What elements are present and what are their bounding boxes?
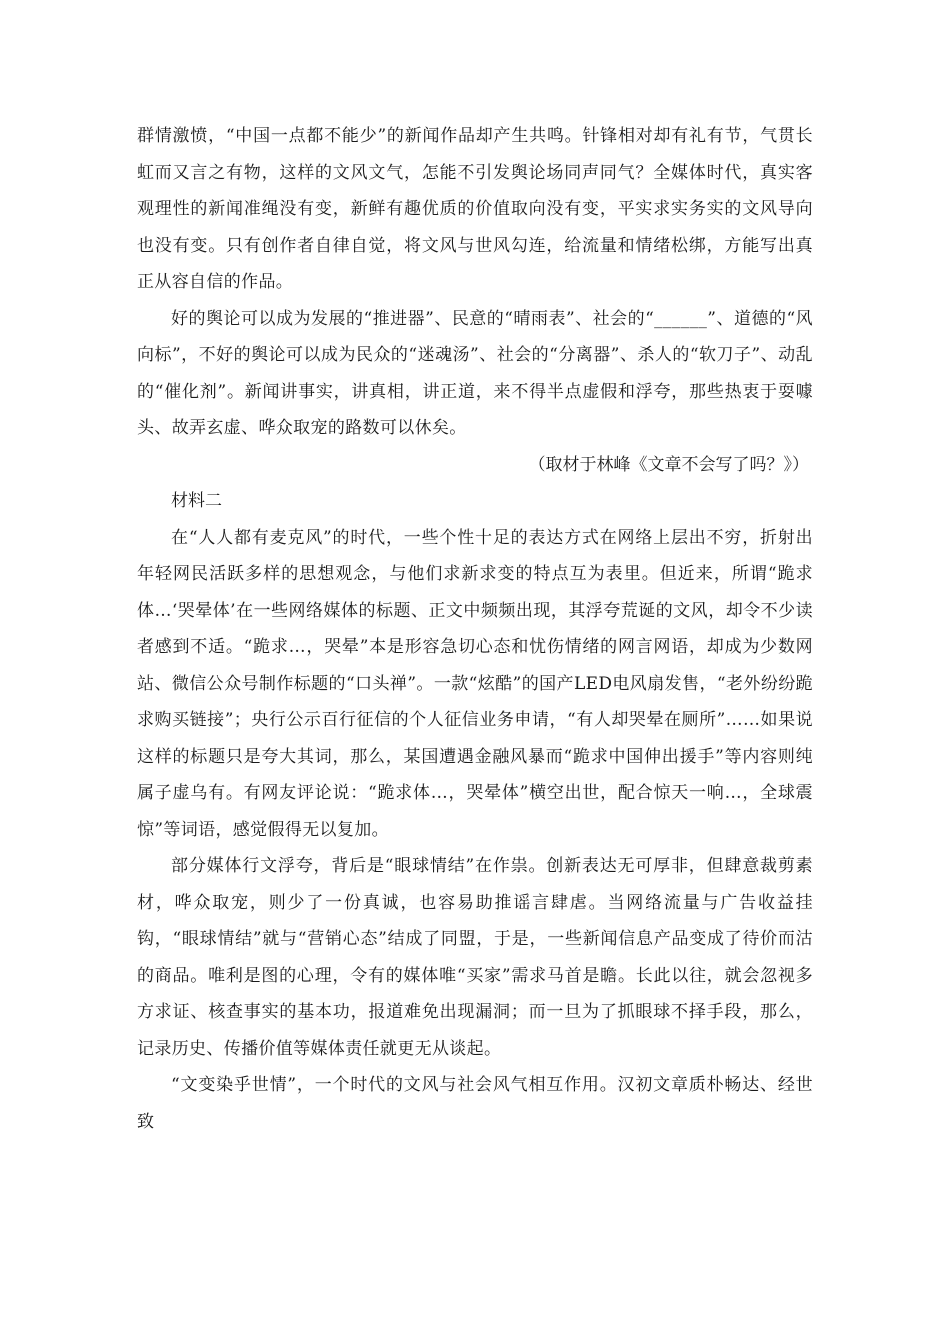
document-page [137, 118, 813, 1140]
source-citation: （取材于林峰《文章不会写了吗？》） [528, 454, 809, 475]
paragraph-eyeball-complex: 部分媒体行文浮夸，背后是“眼球情结”在作祟。创新表达无可厚非，但肆意裁剪素材，哗众取宠，则少了一份真诚，也容易助推谣言肆虐。当网络流量与广告收益挂钩，“眼球情结”就与“营销心态”结成了同盟，于是，一些新闻信息产品变成了待价而沽的商品。唯利是图的心理，令有的媒体唯“买家”需求马首是瞻。长此以往，就会忽视多方求证、核查事实的基本功，报道难免出现漏洞；而一旦为了抓眼球不择手段，那么，记录历史、传播价值等媒体责任就更无从谈起。 [137, 856, 813, 1059]
paragraph-writing-style: “文变染乎世情”，一个时代的文风与社会风气相互作用。汉初文章质朴畅达、经世致 [137, 1075, 813, 1132]
paragraph-continued: 群情激愤，“中国一点都不能少”的新闻作品却产生共鸣。针锋相对却有礼有节，气贯长虹而又言之有物，这样的文风文气，怎能不引发舆论场同声同气？全媒体时代，真实客观理性的新闻准绳没有变，新鲜有趣优质的价值取向没有变，平实求实务实的文风导向也没有变。只有创作者自律自觉，将文风与世风勾连，给流量和情绪松绑，方能写出真正从容自信的作品。 [137, 126, 813, 292]
material-two-heading: 材料二 [171, 491, 222, 511]
paragraph-public-opinion: 好的舆论可以成为发展的“推进器”、民意的“晴雨表”、社会的“______”、道德的“风向标”，不好的舆论可以成为民众的“迷魂汤”、社会的“分离器”、杀人的“软刀子”、动乱的“催化剂”。新闻讲事实，讲真相，讲正道，来不得半点虚假和浮夸，那些热衷于耍噱头、故弄玄虚、哗众取宠的路数可以休矣。 [137, 308, 813, 438]
paragraph-microphone-era: 在“人人都有麦克风”的时代，一些个性十足的表达方式在网络上层出不穷，折射出年轻网民活跃多样的思想观念，与他们求新求变的特点互为表里。但近来，所谓“跪求体…‘哭晕体’在一些网络媒体的标题、正文中频频出现，其浮夸荒诞的文风，却令不少读者感到不适。“跪求…，哭晕”本是形容急切心态和忧伤情绪的网言网语，却成为少数网站、微信公众号制作标题的“口头禅”。一款“炫酷”的国产LED电风扇发售，“老外纷纷跪求购买链接”；央行公示百行征信的个人征信业务申请，“有人却哭晕在厕所”……如果说这样的标题只是夸大其词，那么，某国遭遇金融风暴而“跪求中国伸出援手”等内容则纯属子虚乌有。有网友评论说：“跪求体…，哭晕体”横空出世，配合惊天一响…，全球震惊”等词语，感觉假得无以复加。 [137, 527, 813, 840]
